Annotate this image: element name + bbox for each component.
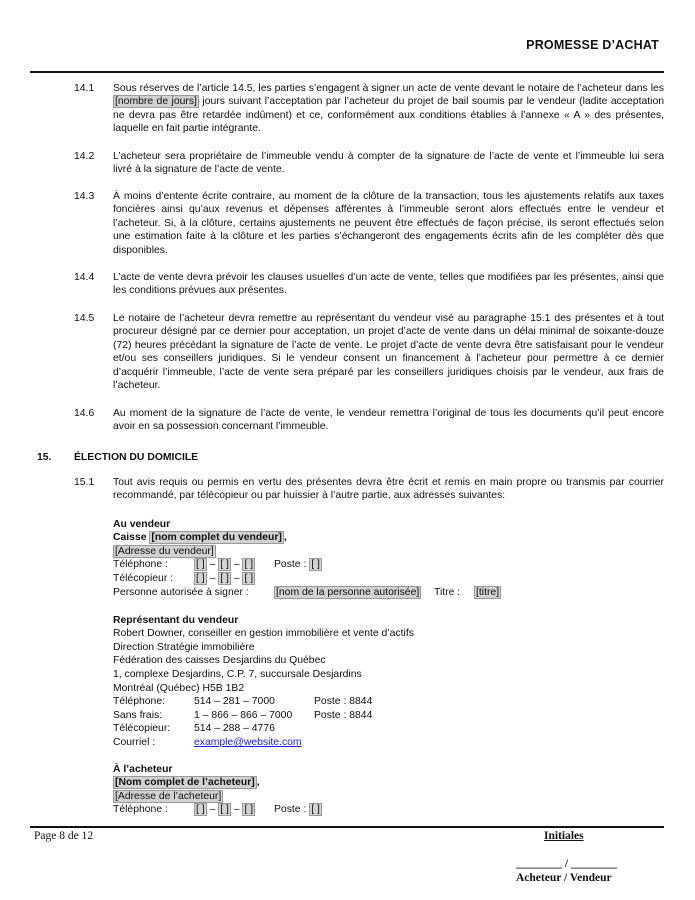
header-rule [30,71,664,73]
vendor-heading: Au vendeur [113,519,171,530]
footer-rule [30,826,664,828]
section-number: 15. [37,452,52,463]
days-field[interactable]: [nombre de jours] [115,96,197,108]
email-link[interactable]: example@website.com [194,737,302,748]
clause-text: Sous réserves de l’article 14.5, les parties s’engagent à signer un acte de vente devant le notaire de l’acheteur dans les [nombre de jours] jours suivant l’acceptation par l’acheteur du projet de bail soumis par le vendeur (ladite acceptation ne devra pas être retardée indûment) et ce, conformément aux conditions établies à l’annexe « A » des présentes, laquelle en fait partie intégrante. [113,83,665,135]
representative-line: 1, complexe Desjardins, C.P. 7, succursale Desjardins [113,669,362,680]
contact-value: 514 – 281 – 7000 [194,696,275,707]
representative-line: Direction Stratégie immobilière [113,642,255,653]
phone-number-field[interactable]: [ ] [244,559,254,570]
phone-area-field[interactable]: [ ] [196,559,205,570]
buyer-phone-label: Téléphone : [113,804,168,815]
clause-number: 14.3 [74,191,95,202]
clause-text: Le notaire de l’acheteur devra remettre au représentant du vendeur visé au paragraphe 15.1 des présentes et à tout procureur désigné par ce dernier pour acceptation, un projet d’acte de vente dans un délai minimal de soixante-douze (72) heures précédant la signature de l’acte de vente. Le projet d’acte de vente devra être satisfaisant pour le vendeur et/ou ses conseillers juridiques. Si le vendeur consent un financement à l’acheteur pour permettre à ce dernier d’acquérir l’immeuble, l’acte de vente sera préparé par les conseillers juridiques choisis par le vendeur, aux frais de l’acheteur. [113,313,664,392]
clause-text: L’acte de vente devra prévoir les clauses usuelles d’un acte de vente, telles que modifiées par les présentes, ainsi que les conditions prévues aux présentes. [113,272,664,297]
clause-number: 14.4 [74,272,95,283]
buyer-name-line: [Nom complet de l’acheteur] , [115,777,260,788]
buyer-name-field[interactable]: [Nom complet de l’acheteur] [115,777,255,788]
initials-signature-line[interactable]: ________ / ________ [516,858,617,870]
fax-prefix-field[interactable]: [ ] [220,573,229,584]
clause-text: Au moment de la signature de l’acte de vente, le vendeur remettra l’original de tous les documents qu’il peut encore avoir en sa possession concernant l’immeuble. [113,408,664,433]
email-label: Courriel : [113,737,156,748]
buyer-phone-area-field[interactable]: [ ] [196,804,205,815]
contact-label: Téléphone: [113,696,165,707]
poste-label: Poste : [274,559,307,570]
clause-number: 14.1 [74,83,95,94]
poste-field[interactable]: [ ] [311,559,320,570]
vendor-phone-line [113,558,168,571]
vendor-address-field[interactable]: [Adresse du vendeur] [115,546,214,557]
titre-field[interactable]: [titre] [476,587,500,598]
contact-label: Sans frais: [113,710,163,721]
contact-poste: Poste : 8844 [314,710,373,721]
buyer-phone-number-field[interactable]: [ ] [244,804,254,815]
fax-label: Télécopieur : [113,573,174,584]
clause-number: 14.2 [74,151,95,162]
fax-area-field[interactable]: [ ] [196,573,205,584]
vendor-phone-fields: [ ] – [ ] – [ ] [196,559,254,570]
representative-line: Robert Downer, conseiller en gestion immobilière et vente d’actifs [113,628,414,639]
buyer-heading: À l’acheteur [113,764,173,775]
initials-label: Initiales [544,830,584,842]
representative-line: Montréal (Québec) H5B 1B2 [113,683,245,694]
phone-label: Téléphone : [113,559,168,570]
section-title: ÉLECTION DU DOMICILE [74,452,199,463]
clause-text: Tout avis requis ou permis en vertu des présentes devra être écrit et remis en main propre ou transmis par courrier recommandé, par télécopieur ou par huissier à l’autre partie, aux adresses suivantes: [113,477,664,502]
representative-heading: Représentant du vendeur [113,615,239,626]
contact-value: 514 – 288 – 4776 [194,723,275,734]
section-15-heading [37,451,199,464]
authorized-label: Personne autorisée à signer : [113,587,249,598]
initials-roles: Acheteur / Vendeur [516,872,612,884]
clause-text: L’acheteur sera propriétaire de l’immeuble vendu à compter de la signature de l’acte de vente et l’immeuble lui sera livré à la signature de l’acte de vente. [113,151,664,176]
clause-number: 14.5 [74,313,95,324]
clause-number: 15.1 [74,477,95,488]
authorized-person-field[interactable]: [nom de la personne autorisée] [276,587,420,598]
document-title: PROMESSE D’ACHAT [526,38,659,52]
representative-line: Fédération des caisses Desjardins du Québec [113,655,326,666]
phone-prefix-field[interactable]: [ ] [220,559,229,570]
contact-label: Télécopieur: [113,723,171,734]
contact-value: 1 – 866 – 866 – 7000 [194,710,293,721]
fax-number-field[interactable]: [ ] [244,573,254,584]
buyer-phone-fields: [ ] – [ ] – [ ] [196,804,254,815]
vendor-fax-line [113,572,173,585]
contact-poste: Poste : 8844 [314,696,373,707]
vendor-name-field[interactable]: [nom complet du vendeur] [151,532,282,543]
buyer-poste-field[interactable]: [ ] [311,804,320,815]
clause-text: À moins d’entente écrite contraire, au moment de la clôture de la transaction, tous les ajustements relatifs aux taxes foncières ainsi qu’aux revenus et dépenses afférentes à l’immeuble seront alors effectués entre le vendeur et l’acheteur. Si, à la clôture, certains ajustements ne peuvent être effectués de façon précise, ils seront effectués selon une estimation faite à la clôture et les parties s’échangeront des engagements écrits afin de les compléter dès que disponibles. [113,191,664,256]
buyer-phone-prefix-field[interactable]: [ ] [220,804,229,815]
vendor-caisse-line: Caisse [nom complet du vendeur] , [113,532,287,543]
clause-number: 14.6 [74,408,95,419]
page-number: Page 8 de 12 [34,830,94,842]
vendor-fax-fields: [ ] – [ ] – [ ] [196,573,254,584]
titre-label: Titre : [434,587,461,598]
buyer-address-field[interactable]: [Adresse de l’acheteur] [115,791,222,802]
buyer-poste-label: Poste : [274,804,307,815]
